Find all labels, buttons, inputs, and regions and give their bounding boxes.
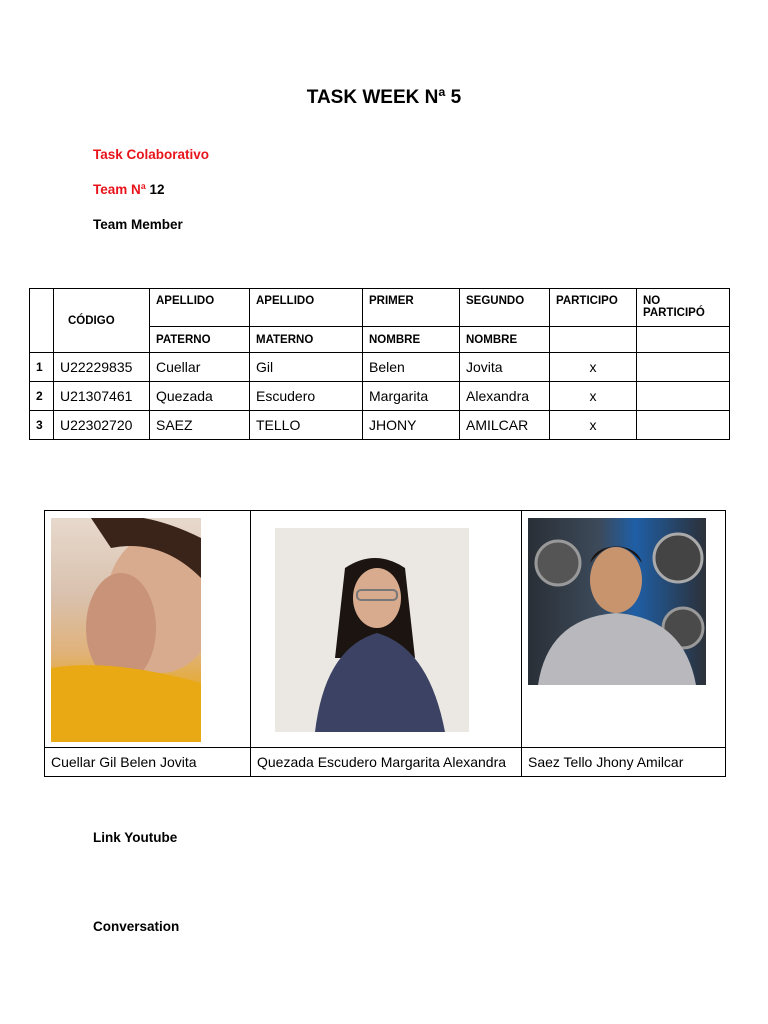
- photo-illustration-3: [528, 518, 706, 685]
- header-no-participo: NO PARTICIPÓ: [637, 289, 730, 327]
- cell-segundo: Alexandra: [460, 382, 550, 411]
- header-codigo: CÓDIGO: [54, 289, 150, 353]
- caption-1: Cuellar Gil Belen Jovita: [45, 748, 251, 777]
- cell-codigo: U21307461: [54, 382, 150, 411]
- row-number: 1: [30, 353, 54, 382]
- team-member-label: Team Member: [93, 217, 183, 232]
- cell-paterno: Quezada: [150, 382, 250, 411]
- header-nombre-1: NOMBRE: [363, 327, 460, 353]
- document-title: TASK WEEK Nª 5: [306, 87, 462, 108]
- caption-2: Quezada Escudero Margarita Alexandra: [251, 748, 522, 777]
- team-label: Team Nª: [93, 182, 146, 197]
- header-row-top: [30, 289, 730, 327]
- header-primer-nombre: PRIMER: [363, 289, 460, 327]
- table-row: [30, 382, 730, 411]
- header-blank-1: [550, 327, 637, 353]
- cell-materno: Gil: [250, 353, 363, 382]
- cell-primer: JHONY: [363, 411, 460, 440]
- conversation-label: Conversation: [93, 919, 180, 934]
- cell-materno: Escudero: [250, 382, 363, 411]
- caption-3: Saez Tello Jhony Amilcar: [522, 748, 726, 777]
- task-label: Task Colaborativo: [93, 147, 210, 162]
- photo-illustration-1: [51, 518, 201, 742]
- header-nombre-2: NOMBRE: [460, 327, 550, 353]
- cell-no-participo: [637, 382, 730, 411]
- member-photo-3: [528, 518, 706, 685]
- row-number: 3: [30, 411, 54, 440]
- cell-primer: Belen: [363, 353, 460, 382]
- link-youtube-label: Link Youtube: [93, 830, 178, 845]
- member-photo-1: [51, 518, 201, 742]
- cell-no-participo: [637, 411, 730, 440]
- cell-paterno: SAEZ: [150, 411, 250, 440]
- team-line: [93, 182, 165, 197]
- photo-illustration-2: [275, 528, 469, 732]
- header-paterno: PATERNO: [150, 327, 250, 353]
- members-table: [29, 288, 730, 440]
- cell-no-participo: [637, 353, 730, 382]
- num-header-cell: [30, 289, 54, 353]
- row-number: 2: [30, 382, 54, 411]
- cell-codigo: U22229835: [54, 353, 150, 382]
- table-row: [30, 411, 730, 440]
- photo-cell-2: [251, 511, 522, 748]
- cell-participo: x: [550, 411, 637, 440]
- header-materno: MATERNO: [250, 327, 363, 353]
- cell-paterno: Cuellar: [150, 353, 250, 382]
- cell-segundo: AMILCAR: [460, 411, 550, 440]
- cell-segundo: Jovita: [460, 353, 550, 382]
- header-segundo-nombre: SEGUNDO: [460, 289, 550, 327]
- header-blank-2: [637, 327, 730, 353]
- photos-table: [44, 510, 726, 777]
- cell-materno: TELLO: [250, 411, 363, 440]
- header-apellido-paterno: APELLIDO: [150, 289, 250, 327]
- table-row: [30, 353, 730, 382]
- header-apellido-materno: APELLIDO: [250, 289, 363, 327]
- cell-primer: Margarita: [363, 382, 460, 411]
- header-participo: PARTICIPO: [550, 289, 637, 327]
- photo-cell-1: [45, 511, 251, 748]
- photo-cell-3: [522, 511, 726, 748]
- team-number: 12: [149, 182, 165, 197]
- cell-participo: x: [550, 382, 637, 411]
- member-photo-2: [275, 528, 469, 732]
- cell-participo: x: [550, 353, 637, 382]
- cell-codigo: U22302720: [54, 411, 150, 440]
